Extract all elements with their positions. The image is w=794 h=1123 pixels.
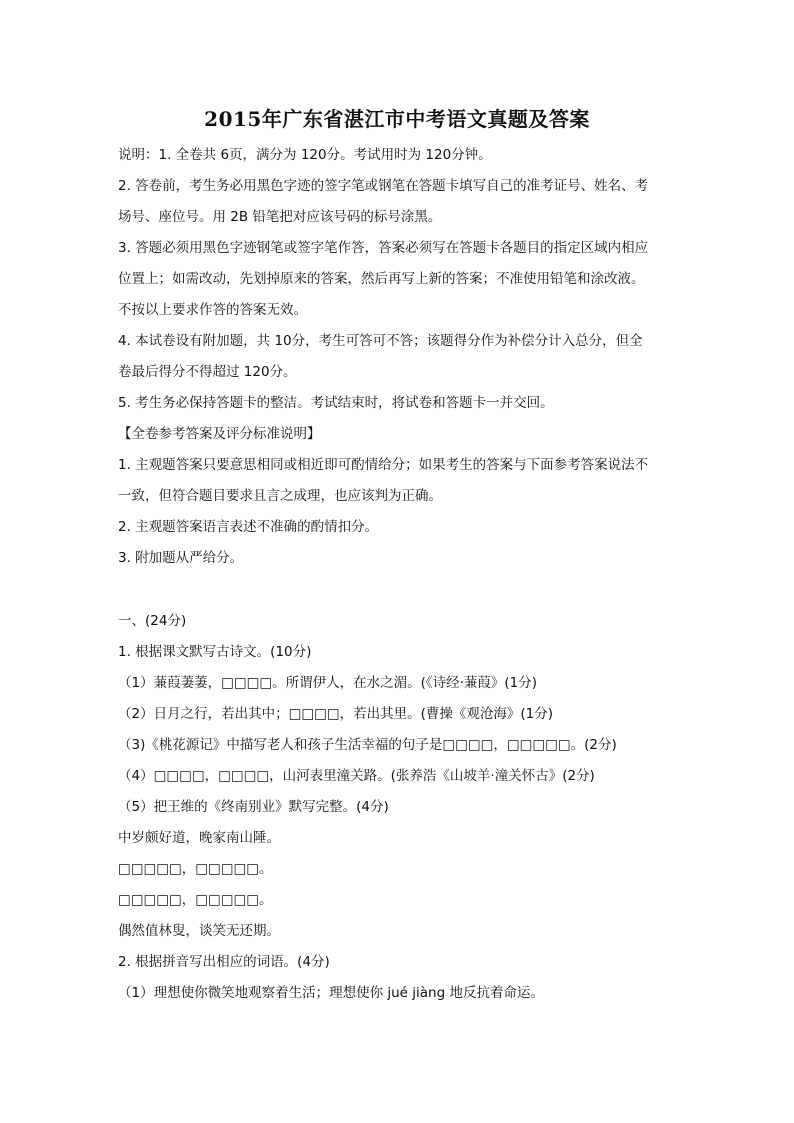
poem-line: 偶然值林叟，谈笑无还期。	[118, 923, 280, 939]
instruction-line: 场号、座位号。用 2B 铅笔把对应该号码的标号涂黑。	[118, 209, 442, 225]
question-line: （1）理想使你微笑地观察着生活；理想使你 jué jiàng 地反抗着命运。	[118, 985, 544, 1001]
instruction-line: 位置上；如需改动，先划掉原来的答案，然后再写上新的答案；不准使用铅笔和涂改液。	[118, 271, 645, 287]
poem-line: □□□□□，□□□□□。	[118, 861, 273, 877]
question-line: （5）把王维的《终南别业》默写完整。(4分)	[118, 799, 389, 815]
grading-line: 2. 主观题答案语言表述不准确的酌情扣分。	[118, 519, 379, 535]
instruction-line: 3. 答题必须用黑色字迹钢笔或签字笔作答，答案必须写在答题卡各题目的指定区域内相应	[118, 240, 649, 256]
question-line: （1）蒹葭萋萋，□□□□。所谓伊人，在水之湄。(《诗经·蒹葭》(1分)	[118, 675, 538, 691]
section-heading: 【全卷参考答案及评分标准说明】	[118, 426, 321, 442]
grading-line: 1. 主观题答案只要意思相同或相近即可酌情给分；如果考生的答案与下面参考答案说法不	[118, 457, 649, 473]
poem-line: 中岁颇好道，晚家南山陲。	[118, 830, 280, 846]
instruction-line: 4. 本试卷设有附加题，共 10分，考生可答可不答；该题得分作为补偿分计入总分，但全	[118, 333, 643, 349]
part-heading: 一、(24分)	[118, 613, 187, 629]
poem-line: □□□□□，□□□□□。	[118, 892, 273, 908]
question-line: （4）□□□□，□□□□，山河表里潼关路。(张养浩《山坡羊·潼关怀古》(2分)	[118, 768, 595, 784]
instruction-line: 说明：1. 全卷共 6页，满分为 120分。考试用时为 120分钟。	[118, 147, 492, 163]
grading-line: 一致，但符合题目要求且言之成理，也应该判为正确。	[118, 488, 442, 504]
document-title: 2015年广东省湛江市中考语文真题及答案	[204, 107, 590, 131]
question-line: 2. 根据拼音写出相应的词语。(4分)	[118, 954, 330, 970]
instruction-line: 不按以上要求作答的答案无效。	[118, 302, 307, 318]
instruction-line: 卷最后得分不得超过 120分。	[118, 364, 297, 380]
instruction-line: 5. 考生务必保持答题卡的整洁。考试结束时，将试卷和答题卡一并交回。	[118, 395, 554, 411]
instruction-line: 2. 答卷前，考生务必用黑色字迹的签字笔或钢笔在答题卡填写自己的准考证号、姓名、考	[118, 178, 649, 194]
question-line: 1. 根据课文默写古诗文。(10分)	[118, 644, 312, 660]
question-line: （3)《桃花源记》中描写老人和孩子生活幸福的句子是□□□□，□□□□□。(2分)	[118, 737, 617, 753]
grading-line: 3. 附加题从严给分。	[118, 550, 244, 566]
question-line: （2）日月之行，若出其中；□□□□，若出其里。(曹操《观沧海》(1分)	[118, 706, 553, 722]
